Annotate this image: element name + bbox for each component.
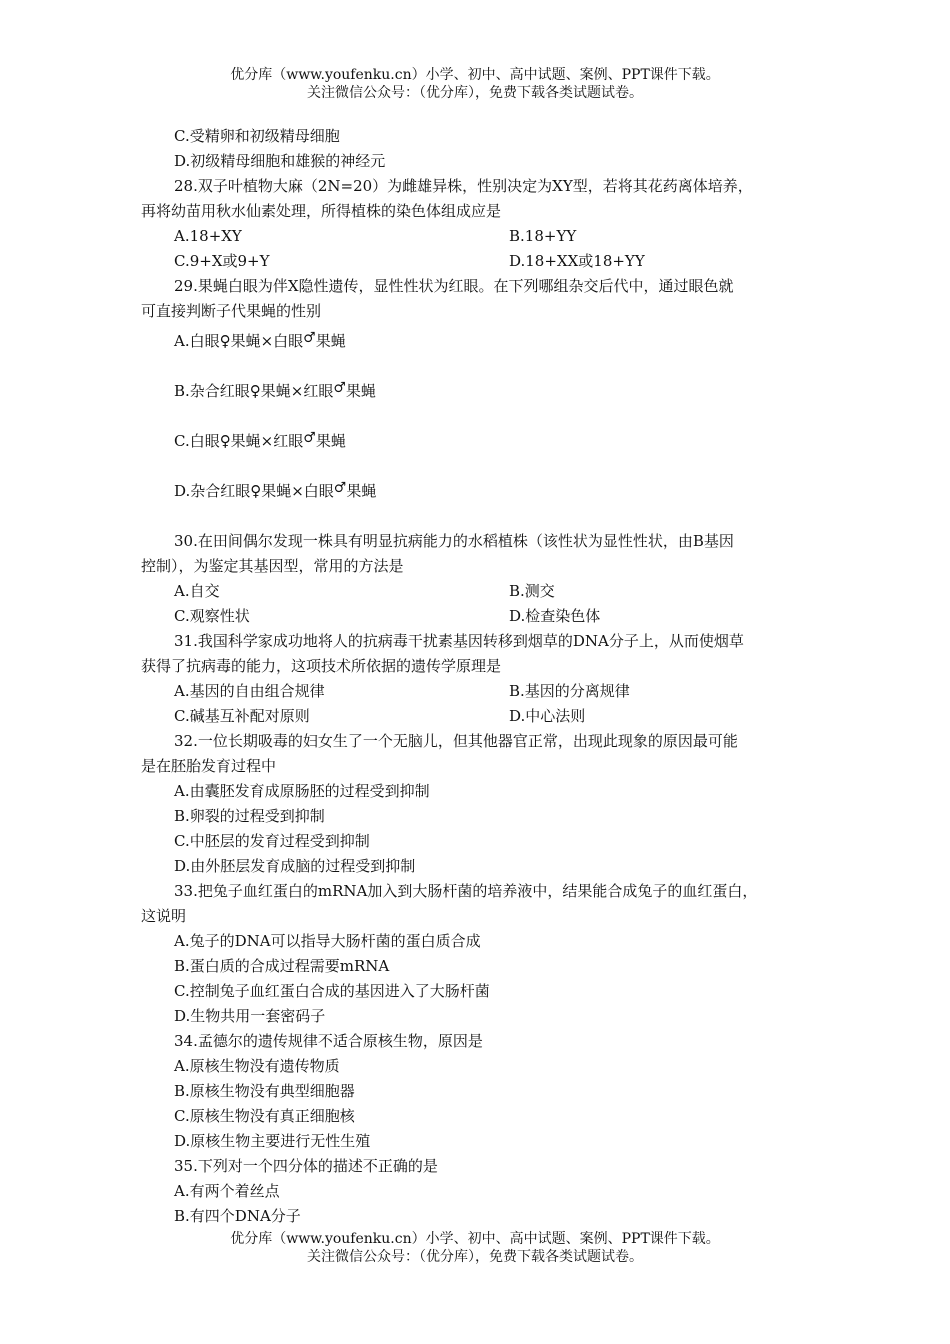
q31-options-row-2 xyxy=(141,704,813,729)
q31-option-d: D.中心法则 xyxy=(509,707,586,725)
page-footer xyxy=(0,1230,950,1266)
footer-line-2: 关注微信公众号：（优分库），免费下载各类试题试卷。 xyxy=(307,1249,643,1265)
q29-option-a xyxy=(141,324,813,379)
q35-stem: 35.下列对一个四分体的描述不正确的是 xyxy=(174,1157,438,1175)
q32-stem-line-2: 是在胚胎发育过程中 xyxy=(141,757,277,775)
q34-option-b: B.原核生物没有典型细胞器 xyxy=(174,1082,355,1100)
q33-stem-line-1: 33.把兔子血红蛋白的mRNA加入到大肠杆菌的培养液中，结果能合成兔子的血红蛋白， xyxy=(174,882,758,900)
q28-options-row-1 xyxy=(141,224,813,249)
q30-options-row-1 xyxy=(141,579,813,604)
q29-option-b xyxy=(141,379,813,429)
page-header xyxy=(0,66,950,102)
q29-option-a-tail: 果蝇 xyxy=(315,332,346,350)
q33-option-b: B.蛋白质的合成过程需要mRNA xyxy=(174,957,390,975)
q27-option-c: C.受精卵和初级精母细胞 xyxy=(174,127,340,145)
male-symbol-icon: ♂ xyxy=(333,380,346,396)
male-symbol-icon: ♂ xyxy=(303,330,316,346)
q28-option-c: C.9+X或9+Y xyxy=(174,252,270,270)
q33-option-c: C.控制兔子血红蛋白合成的基因进入了大肠杆菌 xyxy=(174,982,490,1000)
q28-options-row-2 xyxy=(141,249,813,274)
q31-option-b: B.基因的分离规律 xyxy=(509,682,630,700)
header-line-2: 关注微信公众号：（优分库），免费下载各类试题试卷。 xyxy=(307,85,643,101)
q30-option-d: D.检查染色体 xyxy=(509,607,601,625)
q29-option-b-text: B.杂合红眼♀果蝇×红眼 xyxy=(174,382,334,400)
q28-option-a: A.18+XY xyxy=(174,227,242,245)
q34-option-a: A.原核生物没有遗传物质 xyxy=(174,1057,340,1075)
q32-option-a: A.由囊胚发育成原肠胚的过程受到抑制 xyxy=(174,782,430,800)
q29-option-a-text: A.白眼♀果蝇×白眼 xyxy=(174,332,304,350)
q29-option-d-text: D.杂合红眼♀果蝇×白眼 xyxy=(174,482,334,500)
q30-option-b: B.测交 xyxy=(509,582,555,600)
q33-stem-line-2: 这说明 xyxy=(141,907,187,925)
q31-stem-line-2: 获得了抗病毒的能力，这项技术所依据的遗传学原理是 xyxy=(141,657,502,675)
q29-option-d-tail: 果蝇 xyxy=(346,482,377,500)
male-symbol-icon: ♂ xyxy=(333,480,347,496)
q32-option-b: B.卵裂的过程受到抑制 xyxy=(174,807,325,825)
q29-option-c xyxy=(141,429,813,479)
q31-options-row-1 xyxy=(141,679,813,704)
q34-option-d: D.原核生物主要进行无性生殖 xyxy=(174,1132,371,1150)
q28-stem-line-2: 再将幼苗用秋水仙素处理，所得植株的染色体组成应是 xyxy=(141,202,502,220)
q29-stem-line-2: 可直接判断子代果蝇的性别 xyxy=(141,302,322,320)
q30-option-a: A.自交 xyxy=(174,582,220,600)
q30-stem-line-2: 控制），为鉴定其基因型，常用的方法是 xyxy=(141,557,404,575)
q33-option-a: A.兔子的DNA可以指导大肠杆菌的蛋白质合成 xyxy=(174,932,481,950)
q29-option-d xyxy=(141,479,813,529)
q30-options-row-2 xyxy=(141,604,813,629)
q35-option-a: A.有两个着丝点 xyxy=(174,1182,280,1200)
q27-option-d: D.初级精母细胞和雄猴的神经元 xyxy=(174,152,386,170)
q32-option-c: C.中胚层的发育过程受到抑制 xyxy=(174,832,370,850)
q29-option-b-tail: 果蝇 xyxy=(345,382,376,400)
q34-option-c: C.原核生物没有真正细胞核 xyxy=(174,1107,355,1125)
footer-line-1: 优分库（www.youfenku.cn）小学、初中、高中试题、案例、PPT课件下载。 xyxy=(230,1231,720,1247)
header-line-1: 优分库（www.youfenku.cn）小学、初中、高中试题、案例、PPT课件下载。 xyxy=(230,67,720,83)
male-symbol-icon: ♂ xyxy=(303,430,316,446)
q34-stem: 34.孟德尔的遗传规律不适合原核生物，原因是 xyxy=(174,1032,483,1050)
q30-stem-line-1: 30.在田间偶尔发现一株具有明显抗病能力的水稻植株（该性状为显性性状，由B基因 xyxy=(174,532,734,550)
q31-stem-line-1: 31.我国科学家成功地将人的抗病毒干扰素基因转移到烟草的DNA分子上，从而使烟草 xyxy=(174,632,744,650)
q28-option-b: B.18+YY xyxy=(509,227,577,245)
q29-stem-line-1: 29.果蝇白眼为伴X隐性遗传，显性性状为红眼。在下列哪组杂交后代中，通过眼色就 xyxy=(174,277,734,295)
q35-option-b: B.有四个DNA分子 xyxy=(174,1207,301,1225)
q33-option-d: D.生物共用一套密码子 xyxy=(174,1007,326,1025)
q30-option-c: C.观察性状 xyxy=(174,607,250,625)
q32-stem-line-1: 32.一位长期吸毒的妇女生了一个无脑儿，但其他器官正常，出现此现象的原因最可能 xyxy=(174,732,738,750)
q31-option-a: A.基因的自由组合规律 xyxy=(174,682,325,700)
q28-option-d: D.18+XX或18+YY xyxy=(509,252,645,270)
q31-option-c: C.碱基互补配对原则 xyxy=(174,707,310,725)
q29-option-c-text: C.白眼♀果蝇×红眼 xyxy=(174,432,304,450)
q32-option-d: D.由外胚层发育成脑的过程受到抑制 xyxy=(174,857,416,875)
q29-option-c-tail: 果蝇 xyxy=(315,432,346,450)
q28-stem-line-1: 28.双子叶植物大麻（2N=20）为雌雄异株，性别决定为XY型，若将其花药离体培养， xyxy=(174,177,753,195)
question-content xyxy=(141,124,813,1229)
